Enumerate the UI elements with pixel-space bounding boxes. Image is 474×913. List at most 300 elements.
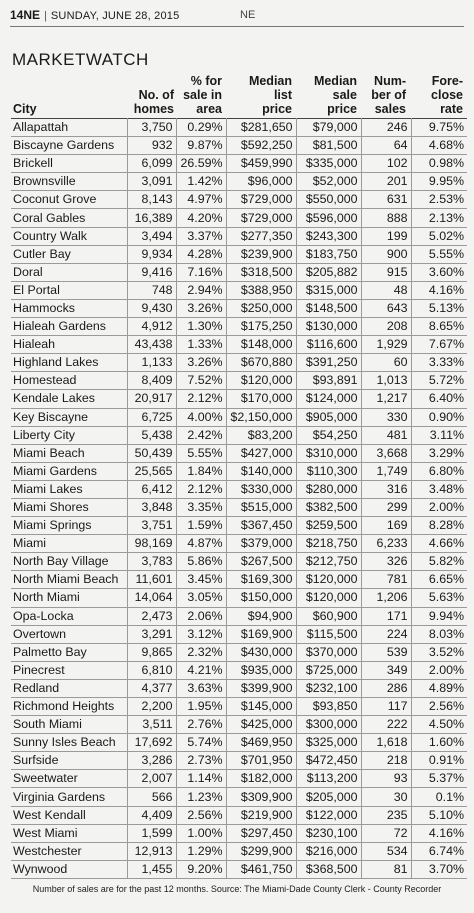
median-sale-price-cell: $205,000 [296,788,361,806]
pct-for-sale-cell: 4.97% [176,191,226,209]
median-sale-price-cell: $81,500 [296,137,361,155]
pct-for-sale-cell: 1.30% [176,318,226,336]
foreclose-rate-cell: 5.55% [411,245,467,263]
median-sale-price-cell: $183,750 [296,245,361,263]
number-of-sales-cell: 1,749 [361,462,411,480]
homes-cell: 20,917 [127,390,176,408]
foreclose-rate-cell: 2.53% [411,191,467,209]
homes-cell: 4,409 [127,806,176,824]
city-cell: Wynwood [11,860,127,878]
foreclose-rate-cell: 5.13% [411,299,467,317]
median-list-price-cell: $148,000 [226,336,296,354]
foreclose-rate-cell: 2.00% [411,661,467,679]
homes-cell: 1,599 [127,824,176,842]
city-cell: Hialeah [11,336,127,354]
city-cell: Biscayne Gardens [11,137,127,155]
city-cell: West Kendall [11,806,127,824]
city-cell: Overtown [11,625,127,643]
median-list-price-cell: $430,000 [226,643,296,661]
table-row [11,770,467,788]
city-cell: Hammocks [11,299,127,317]
number-of-sales-cell: 1,929 [361,336,411,354]
masthead-separator: | [44,10,47,22]
median-list-price-cell: $935,000 [226,661,296,679]
city-cell: Richmond Heights [11,698,127,716]
median-list-price-cell: $140,000 [226,462,296,480]
table-row [11,119,467,137]
homes-cell: 2,200 [127,698,176,716]
pct-for-sale-cell: 1.00% [176,824,226,842]
foreclose-rate-cell: 3.52% [411,643,467,661]
table-row [11,299,467,317]
header-homes [120,70,174,116]
foreclose-rate-cell: 8.03% [411,625,467,643]
median-sale-price-cell: $122,000 [296,806,361,824]
median-sale-price-cell: $335,000 [296,155,361,173]
median-sale-price-cell: $382,500 [296,498,361,516]
median-sale-price-cell: $370,000 [296,643,361,661]
homes-cell: 3,494 [127,227,176,245]
homes-cell: 43,438 [127,336,176,354]
publication-date: SUNDAY, JUNE 28, 2015 [50,10,180,22]
number-of-sales-cell: 201 [361,173,411,191]
table-row [11,444,467,462]
pct-for-sale-cell: 4.20% [176,209,226,227]
table-row [11,191,467,209]
header-num-sales [357,70,406,116]
pct-for-sale-cell: 9.20% [176,860,226,878]
city-cell: El Portal [11,281,127,299]
median-sale-price-cell: $113,200 [296,770,361,788]
homes-cell: 17,692 [127,734,176,752]
median-list-price-cell: $729,000 [226,191,296,209]
pct-for-sale-cell: 4.87% [176,535,226,553]
pct-for-sale-cell: 1.95% [176,698,226,716]
median-sale-price-cell: $116,600 [296,336,361,354]
median-list-price-cell: $170,000 [226,390,296,408]
pct-for-sale-cell: 1.23% [176,788,226,806]
median-list-price-cell: $515,000 [226,498,296,516]
city-cell: Doral [11,263,127,281]
city-cell: South Miami [11,716,127,734]
header-line: list [273,88,292,102]
median-sale-price-cell: $120,000 [296,589,361,607]
number-of-sales-cell: 1,217 [361,390,411,408]
homes-cell: 9,430 [127,299,176,317]
table-row [11,462,467,480]
header-line: % for [190,74,222,88]
foreclose-rate-cell: 1.60% [411,734,467,752]
table-row [11,426,467,444]
table-row [11,589,467,607]
homes-cell: 8,409 [127,372,176,390]
homes-cell: 3,286 [127,752,176,770]
foreclose-rate-cell: 6.40% [411,390,467,408]
homes-cell: 3,750 [127,119,176,137]
homes-cell: 6,725 [127,408,176,426]
number-of-sales-cell: 481 [361,426,411,444]
median-sale-price-cell: $325,000 [296,734,361,752]
table-row [11,390,467,408]
homes-cell: 4,377 [127,679,176,697]
pct-for-sale-cell: 1.14% [176,770,226,788]
table-row [11,752,467,770]
median-list-price-cell: $461,750 [226,860,296,878]
pct-for-sale-cell: 2.06% [176,607,226,625]
median-list-price-cell: $239,900 [226,245,296,263]
median-list-price-cell: $425,000 [226,716,296,734]
homes-cell: 3,751 [127,517,176,535]
city-cell: Miami Springs [11,517,127,535]
header-line: No. of [138,88,174,102]
homes-cell: 8,143 [127,191,176,209]
table-row [11,245,467,263]
median-list-price-cell: $277,350 [226,227,296,245]
median-list-price-cell: $388,950 [226,281,296,299]
homes-cell: 2,007 [127,770,176,788]
median-list-price-cell: $297,450 [226,824,296,842]
foreclose-rate-cell: 4.68% [411,137,467,155]
pct-for-sale-cell: 1.29% [176,842,226,860]
median-sale-price-cell: $596,000 [296,209,361,227]
homes-cell: 3,783 [127,553,176,571]
pct-for-sale-cell: 26.59% [176,155,226,173]
number-of-sales-cell: 286 [361,679,411,697]
city-cell: Surfside [11,752,127,770]
table-row [11,806,467,824]
median-list-price-cell: $469,950 [226,734,296,752]
header-line: Median [248,74,292,88]
median-list-price-cell: $175,250 [226,318,296,336]
number-of-sales-cell: 246 [361,119,411,137]
city-cell: Palmetto Bay [11,643,127,661]
median-sale-price-cell: $120,000 [296,571,361,589]
pct-for-sale-cell: 7.16% [176,263,226,281]
median-sale-price-cell: $550,000 [296,191,361,209]
median-list-price-cell: $459,990 [226,155,296,173]
median-sale-price-cell: $368,500 [296,860,361,878]
table-row [11,336,467,354]
number-of-sales-cell: 117 [361,698,411,716]
table-row [11,824,467,842]
number-of-sales-cell: 539 [361,643,411,661]
foreclose-rate-cell: 3.48% [411,480,467,498]
table-row [11,535,467,553]
foreclose-rate-cell: 2.00% [411,498,467,516]
table-row [11,318,467,336]
city-cell: Miami Beach [11,444,127,462]
median-list-price-cell: $318,500 [226,263,296,281]
city-cell: Westchester [11,842,127,860]
foreclose-rate-cell: 4.16% [411,281,467,299]
homes-cell: 6,099 [127,155,176,173]
header-line: City [13,102,37,116]
median-list-price-cell: $309,900 [226,788,296,806]
city-cell: Coconut Grove [11,191,127,209]
pct-for-sale-cell: 3.26% [176,299,226,317]
city-cell: Pinecrest [11,661,127,679]
homes-cell: 1,455 [127,860,176,878]
median-list-price-cell: $367,450 [226,517,296,535]
table-row [11,553,467,571]
table-row [11,209,467,227]
median-sale-price-cell: $115,500 [296,625,361,643]
pct-for-sale-cell: 3.45% [176,571,226,589]
header-line: rate [440,102,463,116]
header-foreclose [406,70,463,116]
pct-for-sale-cell: 2.56% [176,806,226,824]
city-cell: Highland Lakes [11,354,127,372]
number-of-sales-cell: 81 [361,860,411,878]
city-cell: North Miami Beach [11,571,127,589]
pct-for-sale-cell: 2.32% [176,643,226,661]
number-of-sales-cell: 199 [361,227,411,245]
header-line: sale in [183,88,222,102]
foreclose-rate-cell: 9.94% [411,607,467,625]
header-line: close [431,88,463,102]
median-list-price-cell: $169,900 [226,625,296,643]
header-line: ber of [371,88,406,102]
median-sale-price-cell: $472,450 [296,752,361,770]
homes-cell: 6,412 [127,480,176,498]
median-sale-price-cell: $52,000 [296,173,361,191]
median-list-price-cell: $267,500 [226,553,296,571]
homes-cell: 11,601 [127,571,176,589]
number-of-sales-cell: 218 [361,752,411,770]
pct-for-sale-cell: 7.52% [176,372,226,390]
table-row [11,408,467,426]
pct-for-sale-cell: 2.73% [176,752,226,770]
homes-cell: 3,848 [127,498,176,516]
homes-cell: 3,291 [127,625,176,643]
table-row [11,354,467,372]
city-cell: Homestead [11,372,127,390]
pct-for-sale-cell: 1.59% [176,517,226,535]
foreclose-rate-cell: 4.66% [411,535,467,553]
median-list-price-cell: $219,900 [226,806,296,824]
table-row [11,227,467,245]
pct-for-sale-cell: 5.86% [176,553,226,571]
median-sale-price-cell: $205,882 [296,263,361,281]
median-list-price-cell: $96,000 [226,173,296,191]
foreclose-rate-cell: 6.74% [411,842,467,860]
header-line: homes [133,102,174,116]
median-sale-price-cell: $148,500 [296,299,361,317]
number-of-sales-cell: 64 [361,137,411,155]
median-list-price-cell: $83,200 [226,426,296,444]
median-list-price-cell: $250,000 [226,299,296,317]
number-of-sales-cell: 1,013 [361,372,411,390]
number-of-sales-cell: 222 [361,716,411,734]
foreclose-rate-cell: 3.70% [411,860,467,878]
median-list-price-cell: $299,900 [226,842,296,860]
homes-cell: 9,934 [127,245,176,263]
foreclose-rate-cell: 5.82% [411,553,467,571]
table-row [11,643,467,661]
header-line: area [196,102,222,116]
city-cell: Brownsville [11,173,127,191]
pct-for-sale-cell: 2.12% [176,390,226,408]
pct-for-sale-cell: 2.76% [176,716,226,734]
foreclose-rate-cell: 5.63% [411,589,467,607]
homes-cell: 12,913 [127,842,176,860]
foreclose-rate-cell: 3.11% [411,426,467,444]
median-list-price-cell: $330,000 [226,480,296,498]
header-line: price [327,102,357,116]
foreclose-rate-cell: 4.89% [411,679,467,697]
homes-cell: 932 [127,137,176,155]
foreclose-rate-cell: 5.02% [411,227,467,245]
median-list-price-cell: $729,000 [226,209,296,227]
table-row [11,698,467,716]
median-list-price-cell: $120,000 [226,372,296,390]
number-of-sales-cell: 349 [361,661,411,679]
table-row [11,137,467,155]
foreclose-rate-cell: 5.37% [411,770,467,788]
foreclose-rate-cell: 5.10% [411,806,467,824]
median-sale-price-cell: $232,100 [296,679,361,697]
median-sale-price-cell: $216,000 [296,842,361,860]
pct-for-sale-cell: 1.33% [176,336,226,354]
pct-for-sale-cell: 3.37% [176,227,226,245]
homes-cell: 6,810 [127,661,176,679]
header-line: Median [313,74,357,88]
market-table-body [11,119,467,879]
homes-cell: 25,565 [127,462,176,480]
source-footnote: Number of sales are for the past 12 months. Source: The Miami-Dade County Clerk - County Recorder [32,884,442,894]
homes-cell: 16,389 [127,209,176,227]
median-list-price-cell: $592,250 [226,137,296,155]
median-list-price-cell: $670,880 [226,354,296,372]
number-of-sales-cell: 235 [361,806,411,824]
city-cell: Country Walk [11,227,127,245]
median-list-price-cell: $94,900 [226,607,296,625]
number-of-sales-cell: 326 [361,553,411,571]
table-row [11,679,467,697]
number-of-sales-cell: 3,668 [361,444,411,462]
homes-cell: 9,416 [127,263,176,281]
foreclose-rate-cell: 4.50% [411,716,467,734]
number-of-sales-cell: 93 [361,770,411,788]
table-row [11,788,467,806]
page-title: MARKETWATCH [12,50,149,69]
median-sale-price-cell: $280,000 [296,480,361,498]
foreclose-rate-cell: 9.95% [411,173,467,191]
city-cell: West Miami [11,824,127,842]
pct-for-sale-cell: 3.12% [176,625,226,643]
city-cell: Miami [11,535,127,553]
pct-for-sale-cell: 2.12% [176,480,226,498]
median-sale-price-cell: $79,000 [296,119,361,137]
pct-for-sale-cell: 4.28% [176,245,226,263]
homes-cell: 4,912 [127,318,176,336]
number-of-sales-cell: 102 [361,155,411,173]
table-row [11,625,467,643]
homes-cell: 50,439 [127,444,176,462]
header-pct-sale [175,70,222,116]
median-list-price-cell: $2,150,000 [226,408,296,426]
pct-for-sale-cell: 3.05% [176,589,226,607]
number-of-sales-cell: 169 [361,517,411,535]
pct-for-sale-cell: 4.00% [176,408,226,426]
table-row [11,734,467,752]
pct-for-sale-cell: 3.26% [176,354,226,372]
foreclose-rate-cell: 2.56% [411,698,467,716]
table-row [11,281,467,299]
median-sale-price-cell: $130,000 [296,318,361,336]
table-row [11,263,467,281]
pct-for-sale-cell: 0.29% [176,119,226,137]
foreclose-rate-cell: 7.67% [411,336,467,354]
pct-for-sale-cell: 5.55% [176,444,226,462]
median-sale-price-cell: $60,900 [296,607,361,625]
median-list-price-cell: $150,000 [226,589,296,607]
city-cell: Cutler Bay [11,245,127,263]
city-cell: Coral Gables [11,209,127,227]
foreclose-rate-cell: 4.16% [411,824,467,842]
number-of-sales-cell: 1,618 [361,734,411,752]
table-row [11,842,467,860]
homes-cell: 3,511 [127,716,176,734]
number-of-sales-cell: 316 [361,480,411,498]
masthead [10,7,466,23]
number-of-sales-cell: 72 [361,824,411,842]
table-row [11,571,467,589]
median-sale-price-cell: $259,500 [296,517,361,535]
zone-label: NE [240,9,256,21]
median-sale-price-cell: $905,000 [296,408,361,426]
median-sale-price-cell: $54,250 [296,426,361,444]
foreclose-rate-cell: 2.13% [411,209,467,227]
section-label: 14NE [10,8,41,22]
homes-cell: 9,865 [127,643,176,661]
median-sale-price-cell: $725,000 [296,661,361,679]
city-cell: Kendale Lakes [11,390,127,408]
median-list-price-cell: $701,950 [226,752,296,770]
city-cell: Opa-Locka [11,607,127,625]
median-sale-price-cell: $93,850 [296,698,361,716]
foreclose-rate-cell: 3.60% [411,263,467,281]
table-row [11,372,467,390]
masthead-rule [10,26,464,27]
foreclose-rate-cell: 9.75% [411,119,467,137]
median-sale-price-cell: $212,750 [296,553,361,571]
number-of-sales-cell: 643 [361,299,411,317]
city-cell: North Bay Village [11,553,127,571]
foreclose-rate-cell: 6.65% [411,571,467,589]
city-cell: Miami Gardens [11,462,127,480]
median-sale-price-cell: $243,300 [296,227,361,245]
pct-for-sale-cell: 2.94% [176,281,226,299]
table-row [11,173,467,191]
city-cell: Brickell [11,155,127,173]
pct-for-sale-cell: 5.74% [176,734,226,752]
median-list-price-cell: $145,000 [226,698,296,716]
number-of-sales-cell: 631 [361,191,411,209]
median-sale-price-cell: $310,000 [296,444,361,462]
median-sale-price-cell: $300,000 [296,716,361,734]
pct-for-sale-cell: 2.42% [176,426,226,444]
pct-for-sale-cell: 3.63% [176,679,226,697]
median-sale-price-cell: $124,000 [296,390,361,408]
foreclose-rate-cell: 8.28% [411,517,467,535]
pct-for-sale-cell: 4.21% [176,661,226,679]
homes-cell: 3,091 [127,173,176,191]
city-cell: Hialeah Gardens [11,318,127,336]
number-of-sales-cell: 48 [361,281,411,299]
header-line: Fore- [431,74,463,88]
homes-cell: 14,064 [127,589,176,607]
